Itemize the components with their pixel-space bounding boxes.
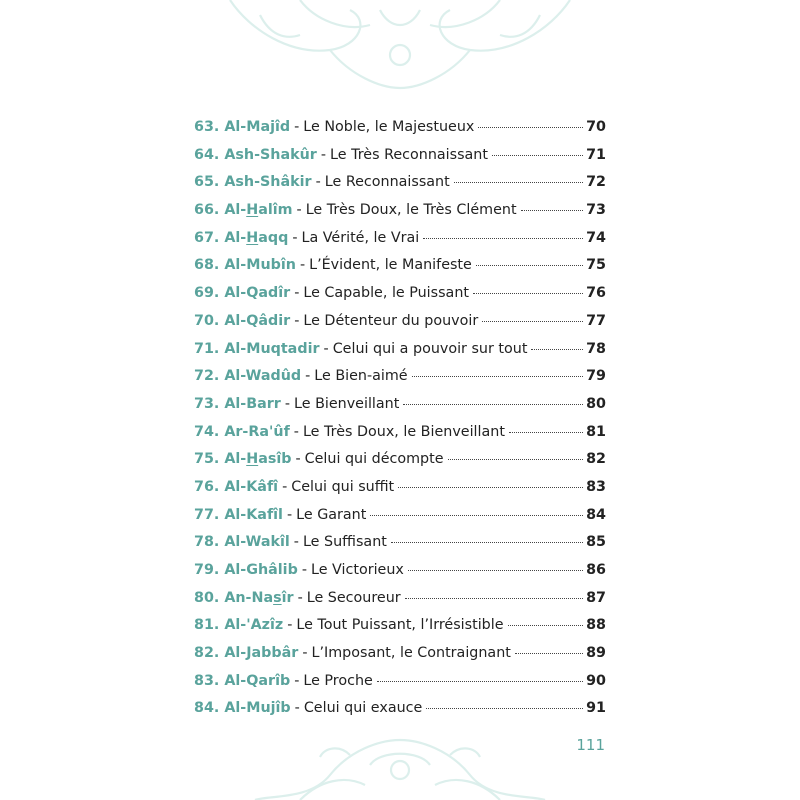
- entry-number: 75.: [194, 451, 220, 468]
- entry-page-number: 76: [586, 285, 606, 302]
- entry-transliteration: Al-Wakîl: [224, 534, 290, 551]
- entry-page-number: 90: [586, 672, 606, 689]
- entry-name: [194, 308, 290, 336]
- dot-leader: [478, 127, 583, 128]
- entry-meaning: Celui qui décompte: [304, 451, 444, 468]
- toc-entry[interactable]: [194, 529, 606, 557]
- entry-number: 68.: [194, 257, 220, 274]
- toc-entry[interactable]: [194, 252, 606, 280]
- dot-leader: [473, 293, 583, 294]
- entry-transliteration: Ash-Shakûr: [224, 146, 317, 163]
- entry-number: 73.: [194, 395, 220, 412]
- entry-page-number: 70: [586, 119, 606, 135]
- entry-transliteration: Al-Hasîb: [224, 451, 292, 468]
- entry-number: 81.: [194, 617, 220, 634]
- dot-leader: [412, 376, 583, 377]
- top-floral-ornament-icon: [0, 0, 800, 95]
- entry-transliteration: Al-Mujîb: [224, 700, 291, 717]
- dot-leader: [405, 598, 583, 599]
- entry-name: [194, 419, 290, 447]
- entry-number: 80.: [194, 589, 220, 606]
- entry-transliteration: Al-Jabbâr: [224, 645, 299, 662]
- toc-entry[interactable]: [194, 446, 606, 474]
- entry-name: [194, 225, 288, 253]
- entry-meaning: Le Noble, le Majestueux: [303, 119, 475, 135]
- entry-name: [194, 336, 320, 364]
- entry-page-number: 86: [586, 562, 606, 578]
- entry-name: [194, 446, 291, 474]
- entry-number: 71.: [194, 340, 220, 357]
- entry-separator: -: [296, 202, 302, 219]
- entry-page-number: 72: [586, 174, 606, 191]
- entry-meaning: Le Tout Puissant, l’Irrésistible: [296, 617, 504, 634]
- entry-name: [194, 557, 298, 585]
- entry-separator: -: [294, 700, 300, 717]
- toc-entry[interactable]: [194, 557, 606, 585]
- entry-meaning: Celui qui exauce: [303, 700, 423, 717]
- toc-entry[interactable]: [194, 668, 606, 696]
- entry-page-number: 91: [586, 700, 606, 717]
- toc-entry[interactable]: [194, 142, 606, 170]
- entry-name: [194, 695, 291, 723]
- entry-transliteration: Al-Muqtadir: [224, 340, 320, 357]
- entry-number: 79.: [194, 562, 220, 578]
- entry-separator: -: [301, 562, 307, 578]
- entry-transliteration: An-Nasîr: [224, 589, 294, 606]
- entry-meaning: Le Suffisant: [302, 534, 387, 551]
- entry-name: [194, 668, 290, 696]
- entry-page-number: 84: [586, 506, 606, 523]
- bottom-floral-ornament-icon: [0, 735, 800, 800]
- entry-separator: -: [293, 423, 299, 440]
- page-number: 111: [576, 736, 605, 754]
- toc-entry[interactable]: [194, 391, 606, 419]
- entry-name: [194, 502, 283, 530]
- entry-name: [194, 391, 281, 419]
- entry-meaning: Le Détenteur du pouvoir: [303, 312, 479, 329]
- entry-transliteration: Al-Kafîl: [224, 506, 283, 523]
- toc-entry[interactable]: [194, 612, 606, 640]
- entry-number: 72.: [194, 368, 220, 385]
- toc-entry[interactable]: [194, 419, 606, 447]
- entry-meaning: Le Très Doux, le Bienveillant: [302, 423, 505, 440]
- dot-leader: [508, 625, 584, 626]
- entry-name: [194, 640, 298, 668]
- entry-number: 70.: [194, 312, 220, 329]
- entry-meaning: Le Très Reconnaissant: [330, 146, 488, 163]
- entry-meaning: Le Reconnaissant: [324, 174, 450, 191]
- entry-name: [194, 474, 278, 502]
- entry-number: 74.: [194, 423, 220, 440]
- entry-name: [194, 142, 317, 170]
- entry-page-number: 74: [586, 229, 606, 246]
- entry-name: [194, 280, 290, 308]
- entry-page-number: 79: [586, 368, 606, 385]
- entry-meaning: L’Évident, le Manifeste: [309, 257, 472, 274]
- entry-name: [194, 363, 301, 391]
- entry-number: 84.: [194, 700, 220, 717]
- toc-entry[interactable]: [194, 585, 606, 613]
- dot-leader: [448, 459, 584, 460]
- entry-transliteration: Al-Ghâlib: [224, 562, 298, 578]
- toc-entry[interactable]: [194, 502, 606, 530]
- dot-leader: [521, 210, 584, 211]
- entry-meaning: L’Imposant, le Contraignant: [311, 645, 511, 662]
- entry-transliteration: Al-Kâfî: [224, 478, 279, 495]
- entry-number: 77.: [194, 506, 220, 523]
- toc-entry[interactable]: [194, 225, 606, 253]
- entry-transliteration: Al-Wadûd: [224, 368, 302, 385]
- dot-leader: [476, 265, 583, 266]
- entry-name: [194, 197, 293, 225]
- entry-separator: -: [286, 506, 293, 523]
- dot-leader: [370, 515, 583, 516]
- dot-leader: [531, 349, 583, 350]
- entry-meaning: La Vérité, le Vrai: [301, 229, 420, 246]
- toc-entry[interactable]: [194, 336, 606, 364]
- toc-entry[interactable]: [194, 695, 606, 723]
- entry-number: 65.: [194, 174, 220, 191]
- entry-page-number: 80: [586, 395, 606, 412]
- entry-transliteration: Al-Qâdir: [224, 312, 291, 329]
- entry-separator: -: [294, 285, 300, 302]
- entry-transliteration: Al-Qarîb: [224, 672, 291, 689]
- entry-page-number: 88: [586, 617, 606, 634]
- entry-meaning: Le Garant: [296, 506, 367, 523]
- entry-separator: -: [287, 617, 293, 634]
- entry-number: 83.: [194, 672, 220, 689]
- entry-number: 69.: [194, 285, 220, 302]
- entry-meaning: Celui qui suffit: [291, 478, 395, 495]
- entry-transliteration: Ar-Ra'ûf: [224, 423, 290, 440]
- entry-name: [194, 169, 312, 197]
- entry-page-number: 78: [586, 340, 606, 357]
- entry-page-number: 85: [586, 534, 606, 551]
- entry-transliteration: Al-Majîd: [224, 119, 291, 135]
- entry-number: 82.: [194, 645, 220, 662]
- dot-leader: [492, 155, 583, 156]
- entry-page-number: 73: [586, 202, 606, 219]
- entry-separator: -: [292, 229, 298, 246]
- entry-separator: -: [284, 395, 291, 412]
- entry-name: [194, 529, 290, 557]
- entry-transliteration: Al-Qadîr: [224, 285, 291, 302]
- entry-page-number: 71: [586, 146, 606, 163]
- entry-separator: -: [315, 174, 321, 191]
- entry-transliteration: Ash-Shâkir: [224, 174, 312, 191]
- entry-separator: -: [294, 312, 300, 329]
- entry-meaning: Celui qui a pouvoir sur tout: [332, 340, 528, 357]
- entry-meaning: Le Proche: [303, 672, 373, 689]
- dot-leader: [391, 542, 583, 543]
- table-of-contents: [194, 114, 606, 723]
- entry-separator: -: [299, 257, 306, 274]
- entry-number: 76.: [194, 478, 220, 495]
- dot-leader: [482, 321, 583, 322]
- entry-meaning: Le Secoureur: [306, 589, 401, 606]
- entry-transliteration: Al-Haqq: [224, 229, 289, 246]
- entry-separator: -: [294, 672, 300, 689]
- entry-page-number: 75: [586, 257, 606, 274]
- entry-page-number: 89: [586, 645, 606, 662]
- entry-separator: -: [293, 534, 299, 551]
- dot-leader: [398, 487, 583, 488]
- toc-entry[interactable]: [194, 169, 606, 197]
- entry-page-number: 82: [586, 451, 606, 468]
- entry-separator: -: [305, 368, 311, 385]
- toc-entry[interactable]: [194, 197, 606, 225]
- entry-name: [194, 252, 296, 280]
- dot-leader: [426, 708, 583, 709]
- entry-transliteration: Al-'Azîz: [224, 617, 284, 634]
- toc-entry[interactable]: [194, 363, 606, 391]
- entry-meaning: Le Bienveillant: [294, 395, 400, 412]
- entry-number: 63.: [194, 119, 220, 135]
- dot-leader: [377, 681, 583, 682]
- entry-separator: -: [297, 589, 303, 606]
- entry-name: [194, 612, 283, 640]
- entry-meaning: Le Victorieux: [310, 562, 404, 578]
- entry-separator: -: [320, 146, 327, 163]
- entry-number: 67.: [194, 229, 220, 246]
- entry-separator: -: [294, 119, 300, 135]
- toc-entry[interactable]: [194, 308, 606, 336]
- entry-transliteration: Al-Halîm: [224, 202, 293, 219]
- entry-separator: -: [323, 340, 329, 357]
- entry-meaning: Le Bien-aimé: [314, 368, 408, 385]
- dot-leader: [423, 238, 583, 239]
- entry-number: 66.: [194, 202, 220, 219]
- entry-number: 64.: [194, 146, 220, 163]
- entry-page-number: 81: [586, 423, 606, 440]
- entry-page-number: 83: [586, 478, 606, 495]
- toc-entry[interactable]: [194, 640, 606, 668]
- dot-leader: [454, 182, 583, 183]
- entry-separator: -: [282, 478, 288, 495]
- entry-transliteration: Al-Barr: [224, 395, 281, 412]
- entry-page-number: 87: [586, 589, 606, 606]
- dot-leader: [515, 653, 583, 654]
- entry-name: [194, 585, 294, 613]
- entry-meaning: Le Capable, le Puissant: [303, 285, 469, 302]
- entry-page-number: 77: [586, 312, 606, 329]
- dot-leader: [403, 404, 583, 405]
- entry-separator: -: [295, 451, 301, 468]
- toc-entry[interactable]: [194, 114, 606, 142]
- toc-entry[interactable]: [194, 280, 606, 308]
- entry-number: 78.: [194, 534, 220, 551]
- entry-meaning: Le Très Doux, le Très Clément: [305, 202, 517, 219]
- dot-leader: [408, 570, 583, 571]
- entry-name: [194, 114, 290, 142]
- entry-separator: -: [302, 645, 308, 662]
- toc-entry[interactable]: [194, 474, 606, 502]
- dot-leader: [509, 432, 583, 433]
- entry-transliteration: Al-Mubîn: [224, 257, 296, 274]
